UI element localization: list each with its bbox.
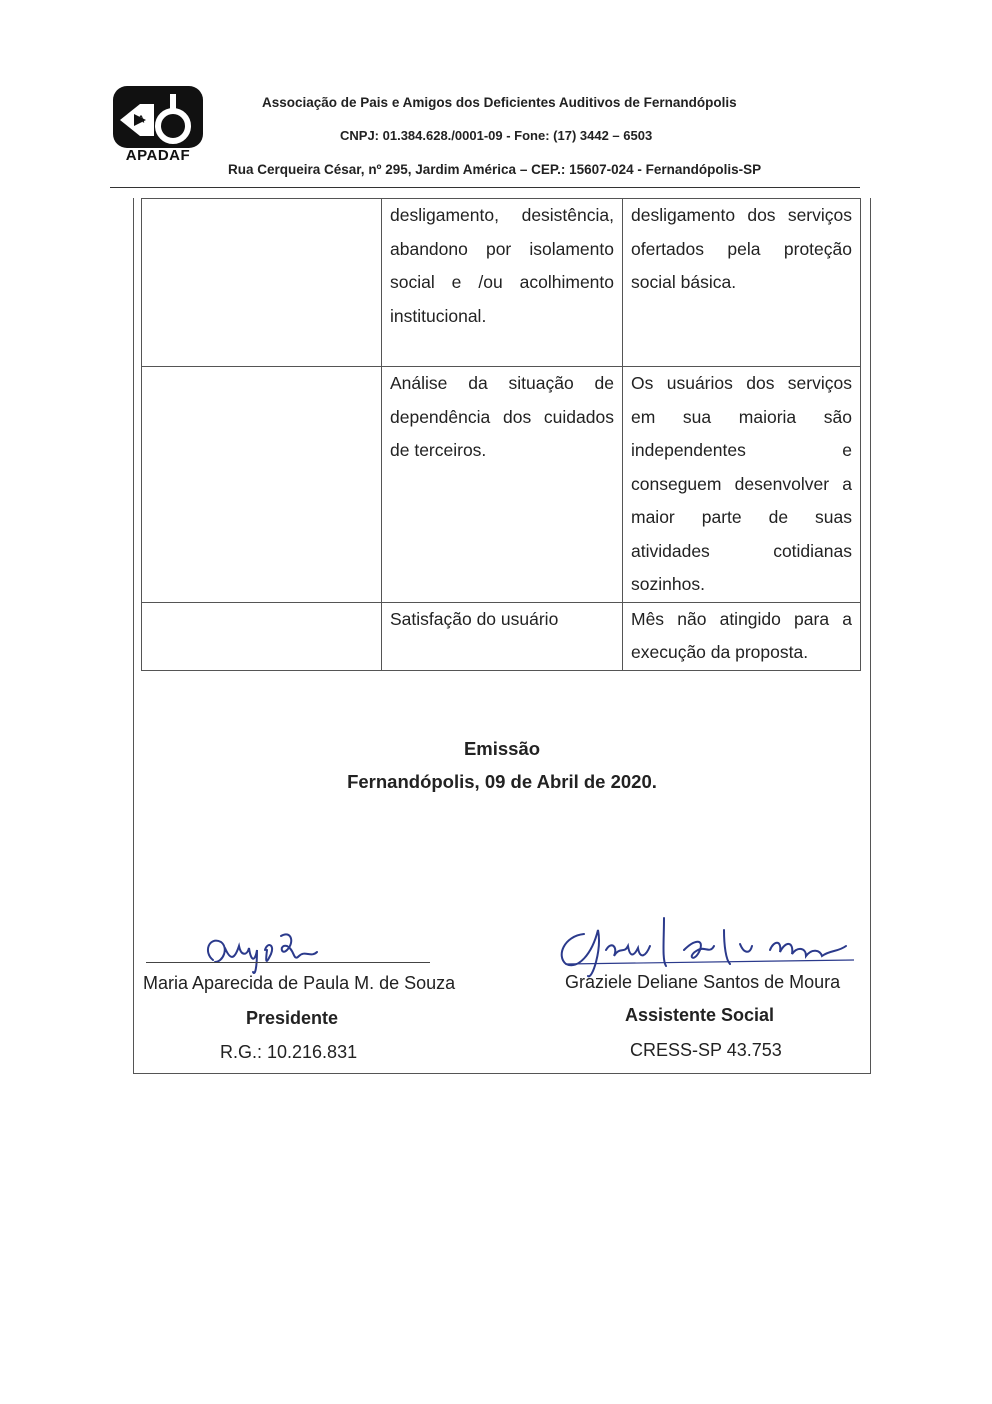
table-cell-result: Mês não atingido para a execução da proposta. xyxy=(623,602,861,670)
apadaf-logo xyxy=(110,84,206,166)
table-row xyxy=(142,602,861,670)
signer-role-right: Assistente Social xyxy=(625,1005,775,1025)
table-row xyxy=(142,367,861,603)
table-row xyxy=(142,199,861,367)
table-cell-result: desligamento dos serviços ofertados pela proteção social básica. xyxy=(623,199,861,367)
signature-line-left xyxy=(146,962,430,963)
table-cell-indicator: Satisfação do usuário xyxy=(382,602,623,670)
org-name: Associação de Pais e Amigos dos Deficientes Auditivos de Fernandópolis xyxy=(262,95,737,110)
address: Rua Cerqueira César, nº 295, Jardim América – CEP.: 15607-024 - Fernandópolis-SP xyxy=(228,162,762,177)
svg-text:A: A xyxy=(137,114,145,126)
emission-title: Emissão xyxy=(463,738,541,759)
signer-id-left: R.G.: 10.216.831 xyxy=(220,1042,358,1062)
table-cell-empty xyxy=(142,199,382,367)
signer-name-right: Graziele Deliane Santos de Moura xyxy=(565,972,841,992)
logo-text: APADAF xyxy=(125,147,191,164)
table-cell-result: Os usuários dos serviços em sua maioria são independentes e conseguem desenvolver a maior parte de suas atividades cotidianas sozinhos. xyxy=(623,367,861,603)
table-cell-empty xyxy=(142,602,382,670)
signer-name-left: Maria Aparecida de Paula M. de Souza xyxy=(143,973,456,993)
signer-role-left: Presidente xyxy=(246,1008,339,1028)
cnpj-phone: CNPJ: 01.384.628./0001-09 - Fone: (17) 3442 – 6503 xyxy=(340,128,653,143)
signer-id-right: CRESS-SP 43.753 xyxy=(630,1040,782,1060)
evaluation-table xyxy=(141,198,861,671)
header-divider xyxy=(110,187,860,188)
emission-place-date: Fernandópolis, 09 de Abril de 2020. xyxy=(347,771,657,792)
table-cell-indicator: Análise da situação de dependência dos cuidados de terceiros. xyxy=(382,367,623,603)
table-cell-empty xyxy=(142,367,382,603)
table-cell-indicator: desligamento, desistência, abandono por isolamento social e /ou acolhimento institucional. xyxy=(382,199,623,367)
